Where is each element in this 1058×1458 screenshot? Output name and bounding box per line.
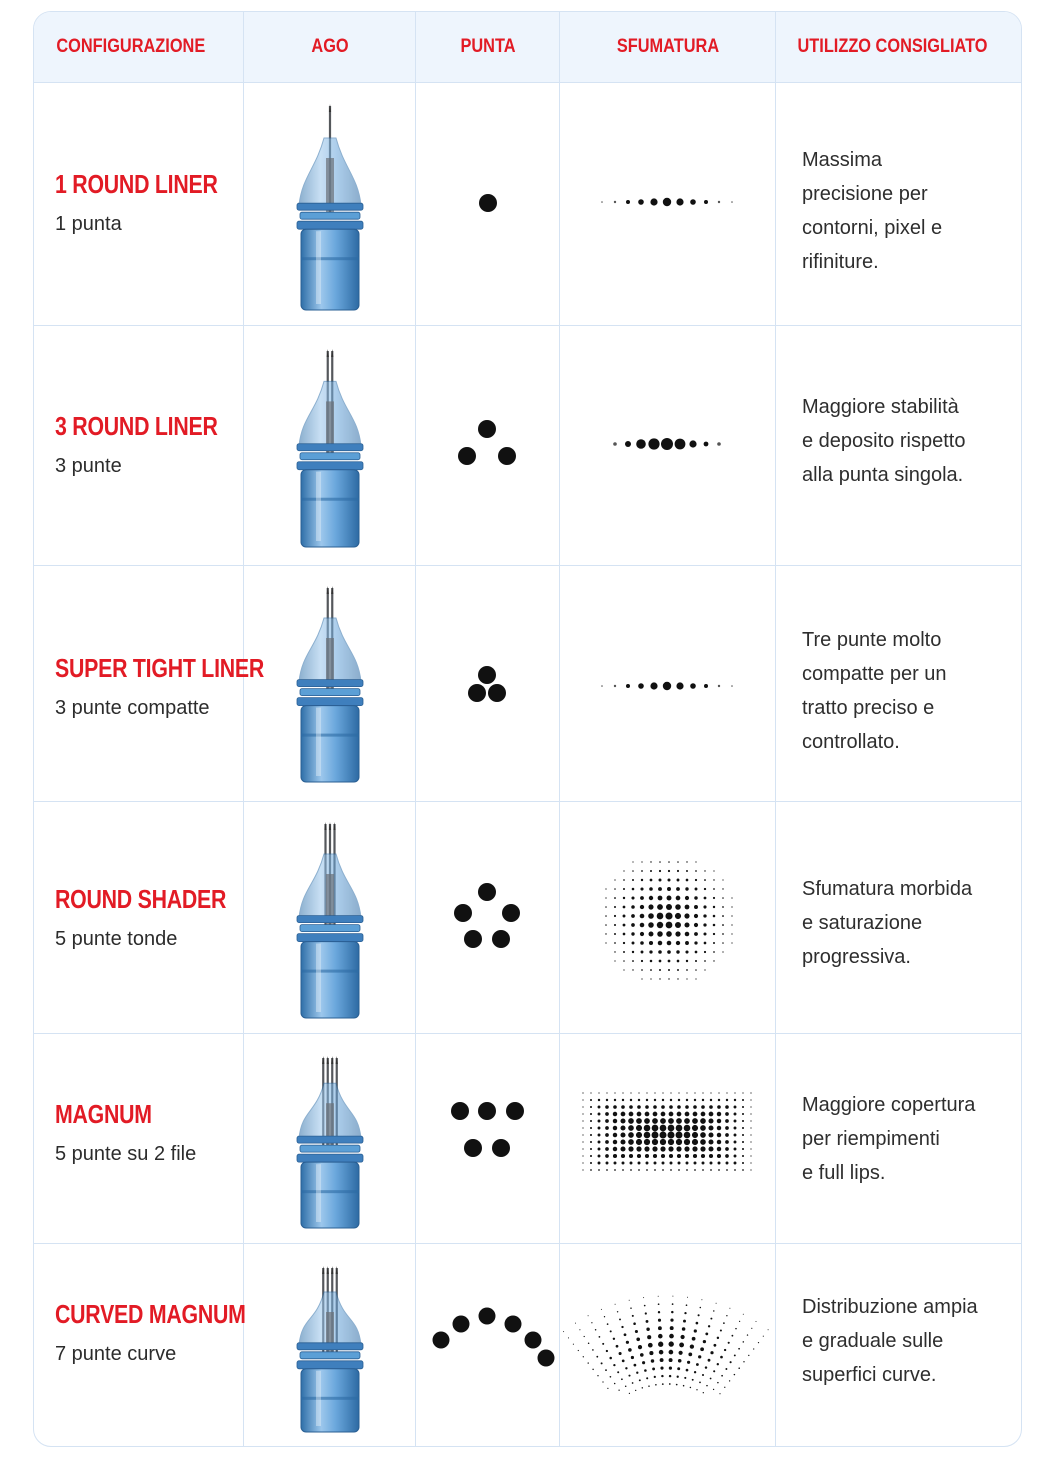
- config-name: MAGNUM: [55, 1099, 152, 1129]
- table-row-4-config: [55, 884, 264, 951]
- config-name: 1 ROUND LINER: [55, 169, 218, 199]
- tip-pattern-round-shader-icon: [415, 868, 559, 968]
- table-row-6-config: [55, 1299, 288, 1366]
- header-configurazione: CONFIGURAZIONE: [56, 36, 206, 57]
- tip-pattern-tight-3-icon: [415, 634, 559, 734]
- config-sub: 7 punte curve: [55, 1343, 177, 1365]
- config-name: CURVED MAGNUM: [55, 1299, 246, 1329]
- cartridge-curved-magnum-icon: [294, 1256, 366, 1436]
- config-sub: 1 punta: [55, 213, 122, 235]
- config-sub: 5 punte su 2 file: [55, 1143, 197, 1165]
- header-punta: PUNTA: [460, 36, 516, 57]
- table-row-5-config: [55, 1099, 196, 1166]
- config-name: 3 ROUND LINER: [55, 411, 218, 441]
- tip-pattern-1-icon: [415, 153, 559, 253]
- usage-text: Maggiore copertura per riempimenti e full lips.: [802, 1094, 976, 1184]
- usage-text: Maggiore stabilità e deposito rispetto alla punta singola.: [802, 396, 966, 486]
- header-ago: AGO: [311, 36, 349, 57]
- header-utilizzo: UTILIZZO CONSIGLIATO: [797, 36, 988, 57]
- needle-configuration-table: [33, 11, 1022, 1447]
- tip-pattern-3-icon: [415, 393, 559, 493]
- config-name: ROUND SHADER: [55, 884, 227, 914]
- cartridge-1-needle-icon: [294, 94, 366, 314]
- usage-text: Sfumatura morbida e saturazione progressiva.: [802, 878, 973, 968]
- config-sub: 3 punte compatte: [55, 697, 210, 719]
- tip-pattern-curved-magnum-icon: [415, 1288, 559, 1388]
- config-name: SUPER TIGHT LINER: [55, 653, 265, 683]
- config-sub: 5 punte tonde: [55, 928, 178, 950]
- usage-text: Tre punte molto compatte per un tratto preciso e controllato.: [802, 629, 947, 753]
- table-row-3-config: [55, 653, 310, 720]
- cartridge-3-needle-icon: [294, 339, 366, 551]
- table-row-1-config: [55, 169, 253, 236]
- shading-line-3-icon: [559, 424, 775, 464]
- usage-text: Massima precisione per contorni, pixel e rifiniture.: [802, 149, 943, 273]
- cartridge-3-tight-needle-icon: [294, 576, 366, 786]
- table-row-2-config: [55, 411, 253, 478]
- table-header: [34, 12, 1021, 83]
- tip-pattern-magnum-icon: [415, 1085, 559, 1185]
- usage-text: Distribuzione ampia e graduale sulle superfici curve.: [802, 1296, 978, 1386]
- cartridge-5-round-shader-icon: [294, 812, 366, 1022]
- header-sfumatura: SFUMATURA: [616, 36, 720, 57]
- shading-magnum-icon: [559, 1085, 775, 1185]
- config-sub: 3 punte: [55, 455, 122, 477]
- shading-round-shader-icon: [559, 844, 775, 994]
- shading-line-tight-icon: [559, 666, 775, 706]
- shading-curved-magnum-icon: [559, 1274, 775, 1394]
- shading-line-1-icon: [559, 182, 775, 222]
- cartridge-magnum-icon: [294, 1046, 366, 1232]
